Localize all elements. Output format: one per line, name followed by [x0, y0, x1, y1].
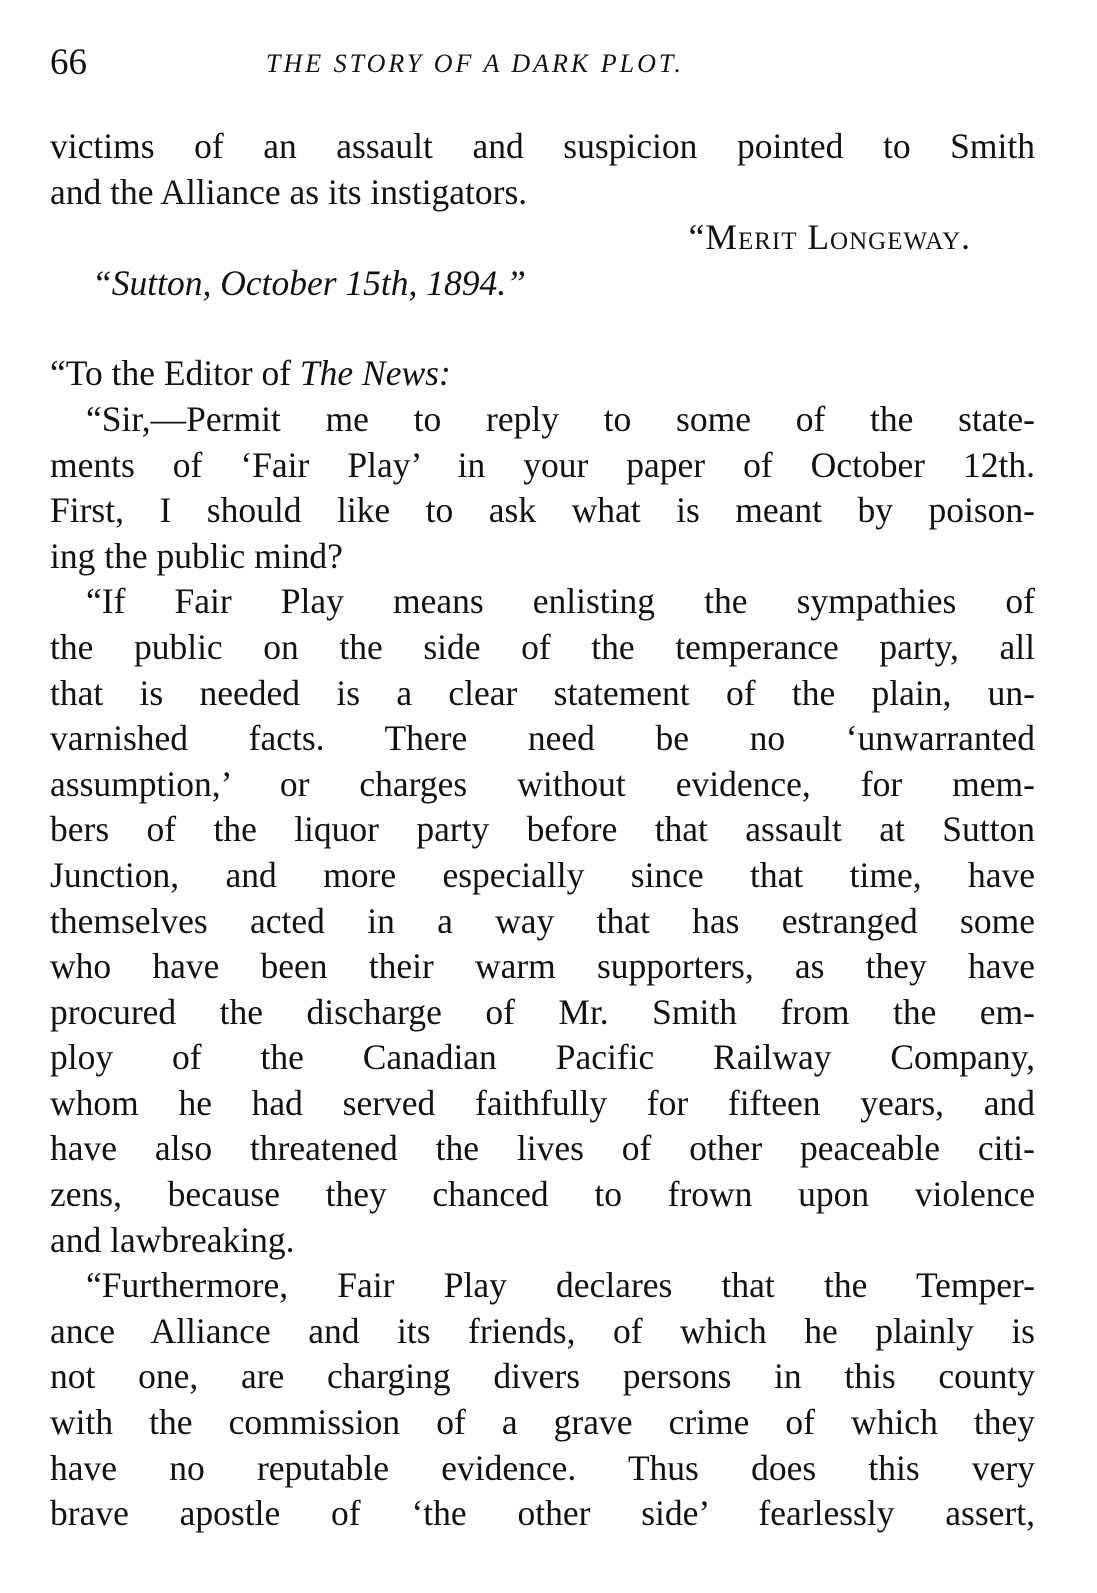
text-line: with the commission of a grave crime of which they [50, 1402, 1035, 1443]
text-line: Junction, and more especially since that time, have [50, 854, 1035, 895]
text-line: themselves acted in a way that has estranged some [50, 900, 1035, 941]
text-line: ing the public mind? [50, 535, 343, 576]
text-line: bers of the liquor party before that assault at Sutton [50, 809, 1035, 850]
paragraph-gap [50, 306, 1035, 351]
text-line: ments of ‘Fair Play’ in your paper of October 12th. [50, 444, 1035, 485]
text-line: assumption,’ or charges without evidence, for mem- [50, 763, 1035, 804]
text-line: zens, because they chanced to frown upon violence [50, 1174, 1035, 1215]
body-text [50, 124, 1035, 1537]
salutation-line [50, 351, 1035, 397]
text-line: First, I should like to ask what is meant by poison- [50, 490, 1035, 531]
text-line: “Furthermore, Fair Play declares that the Temper- [86, 1265, 1035, 1306]
text-line: brave apostle of ‘the other side’ fearlessly assert, [50, 1493, 1035, 1534]
text-line: procured the discharge of Mr. Smith from the em- [50, 991, 1035, 1032]
text-line: have also threatened the lives of other peaceable citi- [50, 1128, 1035, 1169]
running-title: THE STORY OF A DARK PLOT. [266, 49, 684, 78]
text-line: ance Alliance and its friends, of which he plainly is [50, 1310, 1035, 1351]
text-line: who have been their warm supporters, as they have [50, 946, 1035, 987]
text-line: ploy of the Canadian Pacific Railway Company, [50, 1037, 1035, 1078]
letter-signature: “Merit Longeway. [688, 217, 971, 258]
letter-dateline: “Sutton, October 15th, 1894.” [92, 262, 526, 303]
text-line: not one, are charging divers persons in this county [50, 1356, 1035, 1397]
running-head [48, 40, 1038, 92]
text-line: victims of an assault and suspicion pointed to Smith [50, 126, 1035, 166]
text-line: that is needed is a clear statement of the plain, un- [50, 672, 1035, 713]
text-line: “If Fair Play means enlisting the sympathies of [86, 581, 1035, 622]
text-line: “Sir,—Permit me to reply to some of the state- [86, 398, 1035, 439]
text-line: whom he had served faithfully for fifteen years, and [50, 1082, 1035, 1123]
text-line: the public on the side of the temperance party, all [50, 626, 1035, 667]
newspaper-name: The News: [299, 353, 451, 394]
salutation-text: “To the Editor of [50, 353, 300, 394]
page-number: 66 [50, 42, 87, 83]
text-line: have no reputable evidence. Thus does this very [50, 1447, 1035, 1488]
text-line: and lawbreaking. [50, 1219, 295, 1260]
text-line: and the Alliance as its instigators. [50, 171, 528, 212]
text-line: varnished facts. There need be no ‘unwarranted [50, 718, 1035, 759]
